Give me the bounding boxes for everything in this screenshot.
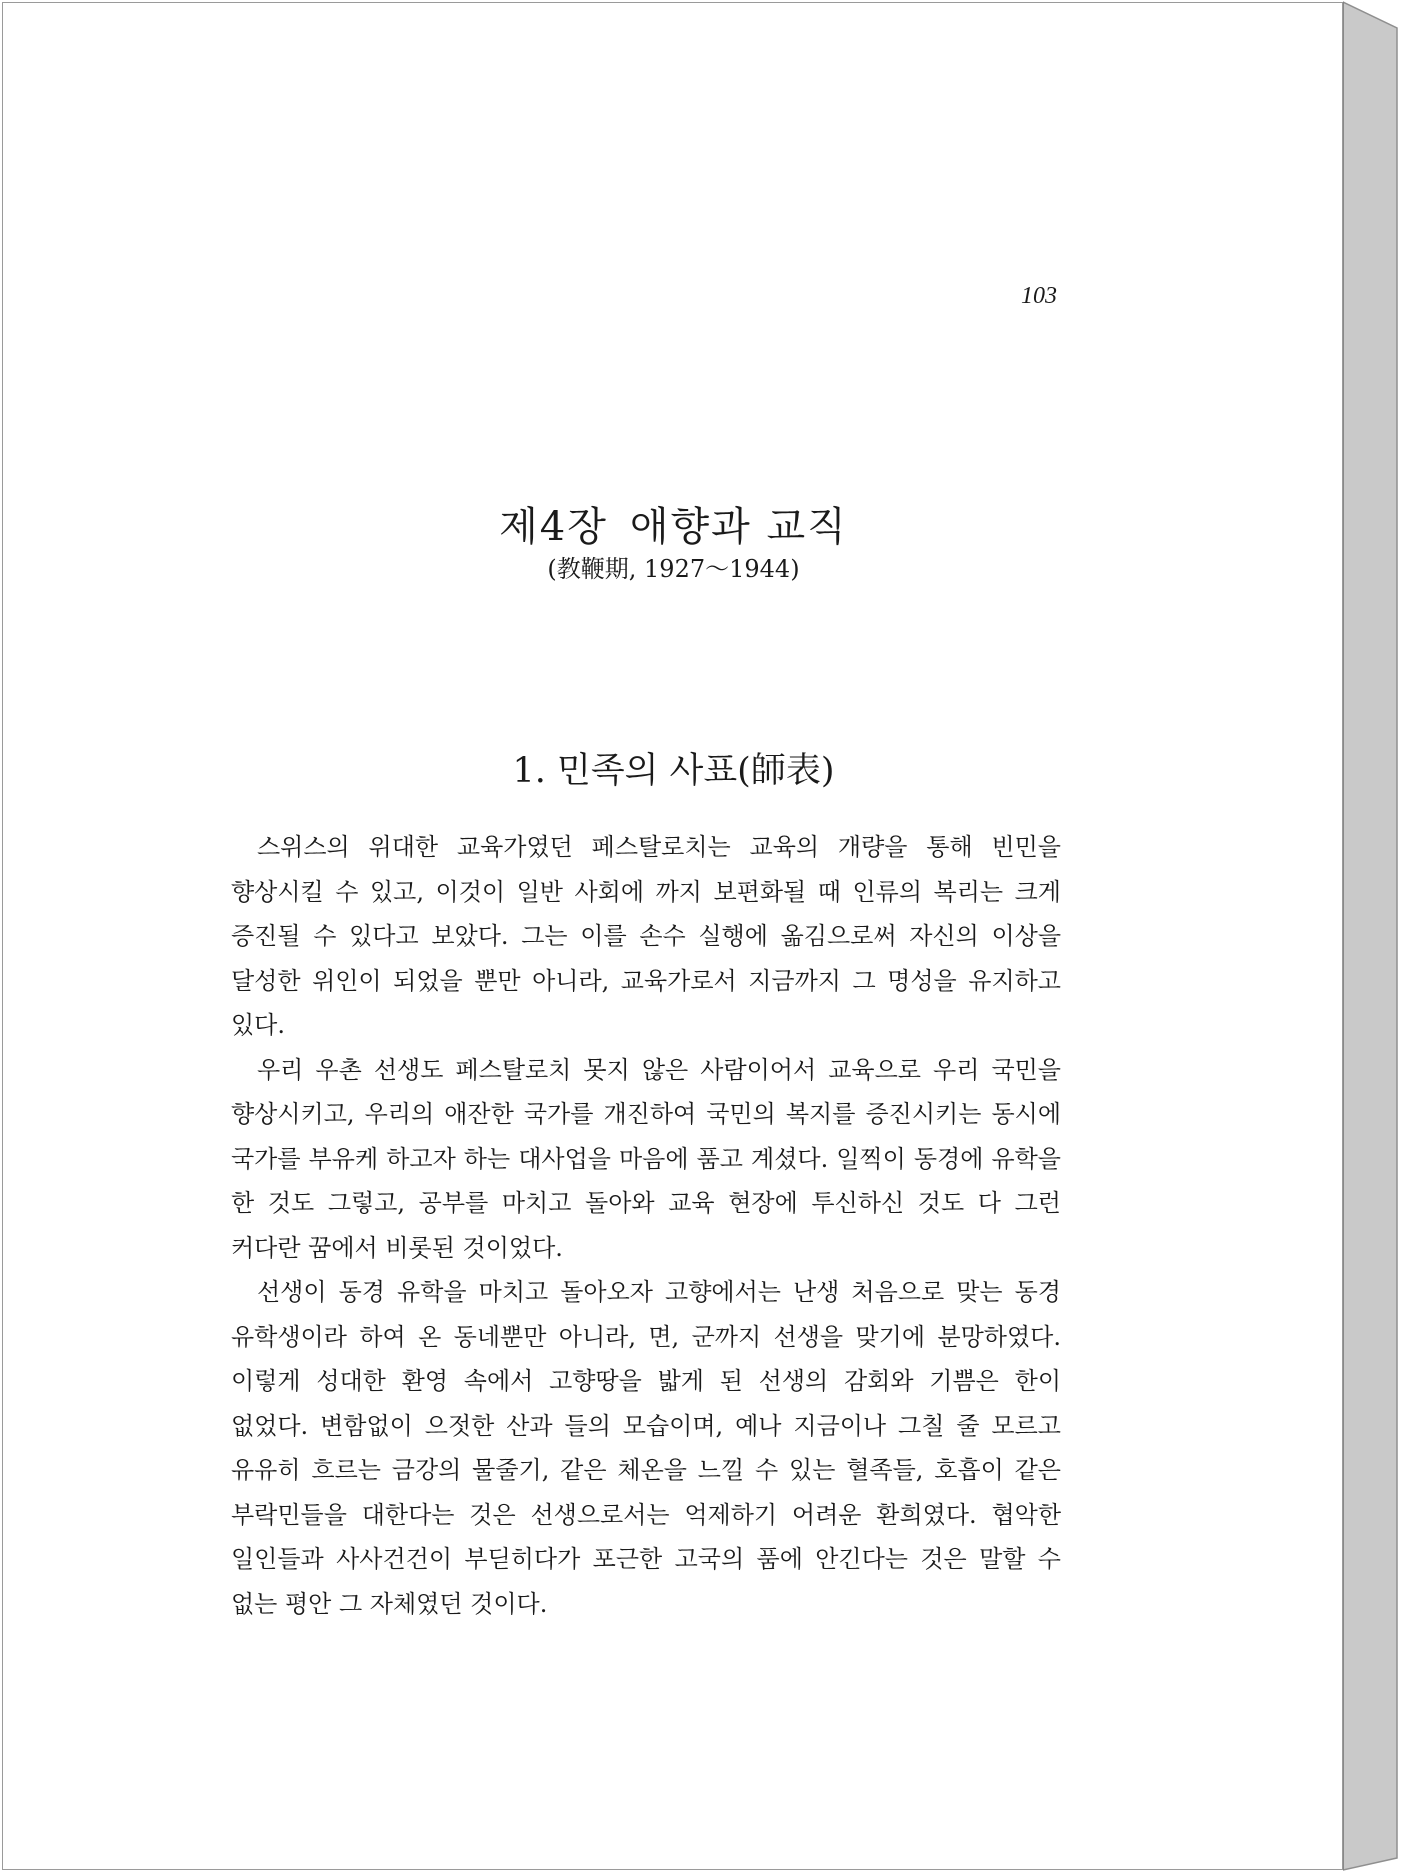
paragraph: 선생이 동경 유학을 마치고 돌아오자 고향에서는 난생 처음으로 맞는 동경 유학생이라 하여 온 동네뿐만 아니라, 면, 군까지 선생을 맞기에 분망하였다. 이렇게 성대한 환영 속에서 고향땅을 밟게 된 선생의 감회와 기쁨은 한이 없었다. 변함없이 으젓한 산과 들의 모습이며, 예나 지금이나 그칠 줄 모르고 유유히 흐르는 금강의 물줄기, 같은 체온을 느낄 수 있는 혈족들, 호흡이 같은 부락민들을 대한다는 것은 선생으로서는 억제하기 어려운 환희였다. 협악한 일인들과 사사건건이 부딛히다가 포근한 고국의 품에 안긴다는 것은 말할 수 없는 평안 그 자체였던 것이다.	[231, 1278, 1061, 1618]
paragraph: 스위스의 위대한 교육가였던 페스탈로치는 교육의 개량을 통해 빈민을 향상시킬 수 있고, 이것이 일반 사회에 까지 보편화될 때 인류의 복리는 크게 증진될 수 있다고 보았다. 그는 이를 손수 실행에 옮김으로써 자신의 이상을 달성한 위인이 되었을 뿐만 아니라, 교육가로서 지금까지 그 명성을 유지하고 있다.	[231, 833, 1061, 1039]
section-title: 1. 민족의 사표(師表)	[512, 751, 835, 791]
chapter-heading	[3, 495, 1344, 552]
paragraph: 우리 우촌 선생도 페스탈로치 못지 않은 사람이어서 교육으로 우리 국민을 향상시키고, 우리의 애잔한 국가를 개진하여 국민의 복지를 증진시키는 동시에 국가를 부유케 하고자 하는 대사업을 마음에 품고 계셨다. 일찍이 동경에 유학을 한 것도 그렇고, 공부를 마치고 돌아와 교육 현장에 투신하신 것도 다 그런 커다란 꿈에서 비롯된 것이었다.	[231, 1055, 1061, 1262]
book-page	[2, 2, 1343, 1870]
body-text	[231, 825, 1061, 1626]
chapter-title: 애향과 교직	[629, 504, 848, 550]
chapter-subtitle: (教鞭期, 1927～1944)	[547, 555, 800, 583]
chapter-number: 제4장	[499, 504, 608, 550]
page-number: 103	[1021, 283, 1057, 309]
book-page-edge	[1343, 0, 1403, 1876]
